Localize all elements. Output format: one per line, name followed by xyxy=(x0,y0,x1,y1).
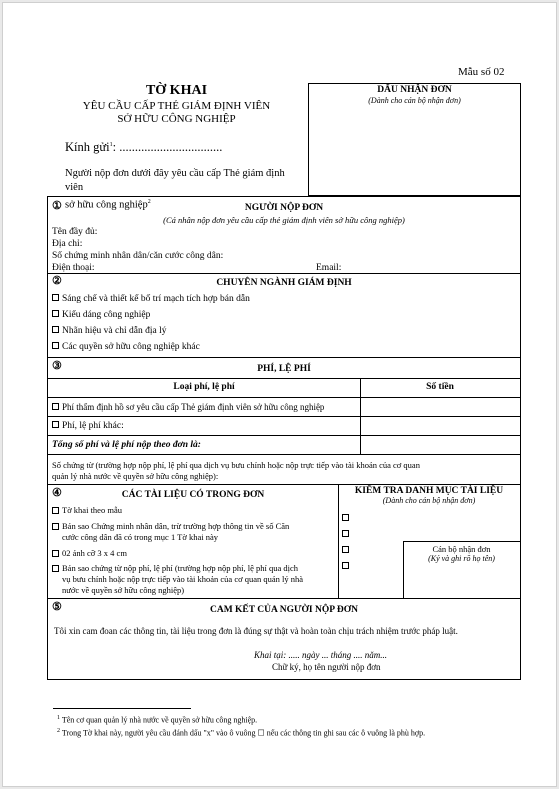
divider xyxy=(48,435,520,436)
option-trademark[interactable]: Nhãn hiệu và chỉ dẫn địa lý xyxy=(52,326,166,336)
checkbox-icon[interactable] xyxy=(342,562,349,569)
check-list-subtitle: (Dành cho cán bộ nhận đơn) xyxy=(382,496,476,505)
checkbox-icon[interactable] xyxy=(342,514,349,521)
footnote-rule xyxy=(53,708,191,709)
officer-sub: (Ký và ghi rõ họ tên) xyxy=(428,554,495,563)
divider xyxy=(48,454,520,455)
form-number: Mẫu số 02 xyxy=(458,66,505,78)
doc-item-photos[interactable]: 02 ảnh cỡ 3 x 4 cm xyxy=(52,548,127,559)
option-patent[interactable]: Sáng chế và thiết kế bố trí mạch tích hợp bán dẫn xyxy=(52,294,250,304)
recipient-line xyxy=(65,140,222,155)
officer-label: Cán bộ nhận đơn xyxy=(432,544,491,554)
receipt-note[interactable]: Số chứng từ (trường hợp nộp phí, lệ phí qua dịch vụ bưu chính hoặc nộp trực tiếp vào tài khoản của cơ quan quản lý nhà nước về quyền sở hữu công nghiệp): xyxy=(52,460,420,481)
divider xyxy=(48,397,520,398)
divider xyxy=(48,378,520,379)
fee-total: Tổng số phí và lệ phí nộp theo đơn là: xyxy=(52,440,201,450)
fee-row-appraisal[interactable]: Phí thẩm định hồ sơ yêu cầu cấp Thẻ giám định viên sở hữu công nghiệp xyxy=(52,402,324,412)
declaration-date[interactable]: Khai tại: ..... ngày ... tháng .... năm... xyxy=(254,650,387,660)
check-list-title: KIỂM TRA DANH MỤC TÀI LIỆU xyxy=(354,486,504,496)
section5-title: CAM KẾT CỦA NGƯỜI NỘP ĐƠN xyxy=(209,605,359,615)
check-box-2[interactable] xyxy=(342,528,352,539)
checkbox-icon[interactable] xyxy=(52,523,59,530)
stamp-title: DẤU NHẬN ĐƠN xyxy=(377,85,452,95)
applicant-signature[interactable]: Chữ ký, họ tên người nộp đơn xyxy=(272,662,381,672)
doc-item-receipt-copy[interactable]: Bản sao chứng từ nộp phí, lệ phí (trường hợp nộp phí, lệ phí qua dịch vụ bưu chính hoặc nộp trực tiếp vào tài khoản của cơ quan quản lý nhà nước về quyền sở hữu công nghiệp) xyxy=(52,563,336,596)
field-address[interactable]: Địa chỉ: xyxy=(52,239,83,249)
recipient-label: Kính gửi xyxy=(65,140,110,154)
checkbox-icon[interactable] xyxy=(342,546,349,553)
section2-number: ② xyxy=(52,275,62,287)
field-email[interactable]: Email: xyxy=(316,263,342,273)
field-phone[interactable]: Điện thoại: xyxy=(52,263,95,273)
applicant-intro-line-2: sở hữu công nghiệp$^2$ xyxy=(65,199,151,211)
divider xyxy=(48,598,520,599)
recipient-footnote-ref: 1 xyxy=(109,141,113,148)
fee-type-header: Loại phí, lệ phí xyxy=(173,382,235,392)
checkbox-icon[interactable] xyxy=(52,507,59,514)
checkbox-icon[interactable] xyxy=(342,530,349,537)
applicant-footnote-ref: 2 xyxy=(147,199,151,205)
footnote-1: $^1$ Tên cơ quan quản lý nhà nước về quyền sở hữu công nghiệp. xyxy=(57,715,258,725)
stamp-box xyxy=(308,83,521,196)
commitment-statement: Tôi xin cam đoan các thông tin, tài liệu trong đơn là đúng sự thật và hoàn toàn chịu trách nhiệm trước pháp luật. xyxy=(54,626,458,636)
checkbox-icon[interactable] xyxy=(52,310,59,317)
check-box-4[interactable] xyxy=(342,560,352,571)
section3-title: PHÍ, LỆ PHÍ xyxy=(257,364,311,374)
checkbox-icon[interactable] xyxy=(52,403,59,410)
doc-item-id-copy[interactable]: Bản sao Chứng minh nhân dân, trừ trường hợp thông tin về số Căn cước công dân đã có trong mục 1 Tờ khai này xyxy=(52,521,336,543)
field-id-number[interactable]: Số chứng minh nhân dân/căn cước công dân: xyxy=(52,251,224,261)
divider xyxy=(48,416,520,417)
subtitle-line-2: SỞ HỮU CÔNG NGHIỆP xyxy=(117,113,236,125)
section4-number: ④ xyxy=(52,487,62,499)
form-table xyxy=(47,196,521,680)
footnote-2: $^2$ Trong Tờ khai này, người yêu cầu đánh dấu "x" vào ô vuông ☐ nếu các thông tin ghi sau các ô vuông là phù hợp. xyxy=(57,728,426,738)
checkbox-icon[interactable] xyxy=(52,342,59,349)
divider xyxy=(48,273,520,274)
checkbox-icon[interactable] xyxy=(52,294,59,301)
field-full-name[interactable]: Tên đầy đủ: xyxy=(52,227,98,237)
document-page xyxy=(2,2,557,787)
form-subtitle xyxy=(49,100,304,126)
subtitle-line-1: YÊU CẦU CẤP THẺ GIÁM ĐỊNH VIÊN xyxy=(82,100,271,112)
checkbox-icon[interactable] xyxy=(52,421,59,428)
checkbox-icon[interactable] xyxy=(52,565,59,572)
check-box-3[interactable] xyxy=(342,544,352,555)
section5-number: ⑤ xyxy=(52,601,62,613)
section1-title: NGƯỜI NỘP ĐƠN xyxy=(244,203,324,213)
option-other-rights[interactable]: Các quyền sở hữu công nghiệp khác xyxy=(52,342,200,352)
form-title: TỜ KHAI xyxy=(145,83,208,98)
section1-number: ① xyxy=(52,200,62,212)
section3-number: ③ xyxy=(52,360,62,372)
section1-subtitle: (Cá nhân nộp đơn yêu cầu cấp thẻ giám định viên sở hữu công nghiệp) xyxy=(163,215,405,225)
applicant-intro-line-1: Người nộp đơn dưới đây yêu cầu cấp Thẻ giám định viên xyxy=(65,168,285,193)
doc-item-form[interactable]: Tờ khai theo mẫu xyxy=(52,505,122,516)
fee-amount-header: Số tiền xyxy=(426,382,454,392)
checkbox-icon[interactable] xyxy=(52,550,59,557)
fee-row-other[interactable]: Phí, lệ phí khác: xyxy=(52,421,124,431)
recipient-dots: : ................................. xyxy=(112,140,223,154)
checkbox-icon[interactable] xyxy=(52,326,59,333)
option-industrial-design[interactable]: Kiểu dáng công nghiệp xyxy=(52,310,150,320)
check-box-1[interactable] xyxy=(342,512,352,523)
section2-title: CHUYÊN NGÀNH GIÁM ĐỊNH xyxy=(216,278,352,288)
divider xyxy=(48,357,520,358)
divider xyxy=(48,484,520,485)
officer-divider xyxy=(403,541,520,542)
section4-title: CÁC TÀI LIỆU CÓ TRONG ĐƠN xyxy=(121,490,265,500)
stamp-subtitle: (Dành cho cán bộ nhận đơn) xyxy=(368,96,461,105)
